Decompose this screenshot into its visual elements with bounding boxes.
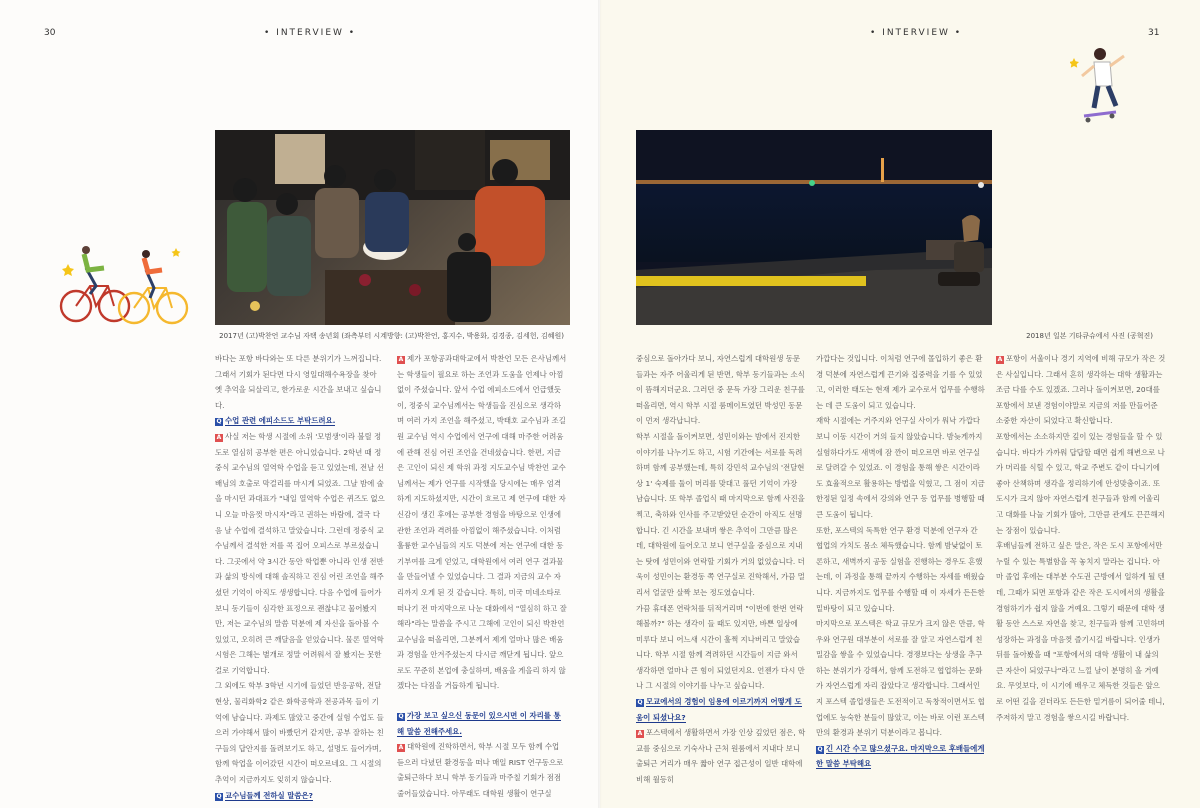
answer-text: 포스텍에서 생활하면서 가장 인상 깊었던 점은, 학교를 중심으로 기숙사나 근처 원룸에서 지내다 보니 출퇴근 거리가 매우 짧아 연구 접근성이 일반 대학에 비해 월등히 <box>636 728 806 785</box>
answer-badge: A <box>637 730 643 738</box>
answer-paragraph <box>996 351 1166 429</box>
question-badge: Q <box>637 699 643 707</box>
page-number: 30 <box>44 28 56 38</box>
body-paragraph: 그 외에도 학부 3학년 시기에 들었던 반응공학, 전달현상, 물리화학2 같은 화학공학과 전공과목 들이 기억에 남습니다. 과제도 많았고 중간에 실험 수업도 들으러 가야해서 많이 바빴던거 같지만, 공부 잘하는 친구들의 답안지를 돌려보기도 하고, 설명도 들어가며, 함께 학업을 이어갔던 시간이 떠오르네요. 그 시절의 추억이 지금까지도 잊히지 않습니다. <box>215 681 384 785</box>
question-badge: Q <box>398 713 404 721</box>
body-paragraph: 포항에서는 소소하지만 깊이 있는 경험들을 할 수 있습니다. 바다가 가까워 답답할 때면 쉽게 해변으로 나가 머리를 식힐 수 있고, 학교 주변도 같이 다니기에 좋아 산책하며 생각을 정리하기에 안성맞춤이죠. 또 도시가 크지 않아 자연스럽게 친구들과 함께 어울리고 대화를 나눌 기회가 많아, 그만큼 관계도 끈끈해지는 장점이 있습니다. <box>996 431 1165 535</box>
photo-caption: 2018년 일본 기타큐슈에서 사진 (공혁진) <box>1026 332 1153 340</box>
question-heading <box>215 788 385 804</box>
question-heading <box>816 741 986 772</box>
text-column-3 <box>996 351 1166 725</box>
party-photo <box>215 130 570 325</box>
question-text: 수업 관련 에피소드도 부탁드려요. <box>225 416 336 426</box>
body-paragraph: 가끔 휴대폰 연락처를 뒤적거리며 "이번에 한번 연락해볼까?" 하는 생각이 들 때도 있지만, 바쁜 일상에 미루다 보니 어느새 시간이 훌쩍 지나버리고 말았습니다. 학부 시절 함께 격려하던 시간들이 지금 와서 생각하면 얼마나 큰 힘이 되었던지요. 언젠가 다시 만나 그 시절의 이야기를 나누고 싶습니다. <box>636 603 805 691</box>
section-header: • INTERVIEW • <box>870 28 963 38</box>
answer-badge: A <box>216 433 222 441</box>
answer-paragraph <box>215 429 385 679</box>
question-heading <box>636 694 806 725</box>
body-paragraph: 마지막으로 포스텍은 학교 규모가 크지 않은 만큼, 학우와 연구원 대부분이 서로를 잘 알고 자연스럽게 친밀감을 쌓을 수 있었습니다. 경쟁보다는 상생을 추구하는 분위기가 강해서, 함께 도전하고 협업하는 문화가 자연스럽게 자리 잡았다고 생각합니다. 그래서인지 포스텍 졸업생들은 도전적이고 독창적이면서도 협업에도 능숙한 분들이 많았고, 이는 바로 이런 포스텍만의 환경과 분위기 덕분이라고 봅니다. <box>816 619 985 738</box>
answer-badge: A <box>398 356 404 363</box>
right-page <box>600 0 1200 808</box>
text-column-1 <box>215 351 385 803</box>
answer-text: 대학원에 진학하면서, 학부 시절 모두 함께 수업 듣으러 다녔던 환경동을 떠나 매일 RIST 연구동으로 출퇴근하다 보니 학부 동기들과 마주칠 기회가 점점 줄어들었습니다. 아무래도 대학원 생활이 연구실 <box>397 742 564 799</box>
question-text: 긴 시간 수고 많으셨구요. 마지막으로 후배들에게 한 말씀 부탁해요 <box>816 743 985 769</box>
body-paragraph: 재학 시절에는 거주지와 연구실 사이가 워낙 가깝다 보니 이동 시간이 거의 들지 않았습니다. 밤늦게까지 실험하다가도 새벽에 잠 깐이 떠오르면 바로 연구실로 달려갈 수 있었죠. 이 경험을 통해 쌓은 시간이라도 효율적으로 활용하는 방법을 익혔고, 그 점이 지금 한정된 일정 속에서 강의와 연구 등 업무를 병행할 때 큰 도움이 됩니다. <box>816 416 985 519</box>
question-heading <box>397 708 567 739</box>
question-text: 교수님들께 전하실 말씀은? <box>225 790 313 800</box>
answer-text: 사실 저는 학생 시절에 소위 '모범생'이라 불릴 정도로 열심히 공부한 편은 아니었습니다. 2학년 때 정중식 교수님의 열역학 수업을 듣고 있었는데, 전날 선배님의 호출로 막걸리를 마시게 되었죠. 그날 밤에 술을 마시던 과대표가 "내일 열역학 수업은 퀴즈도 없으니 오늘 마음껏 마시자"라고 권하는 바람에, 결국 다음 날 수업에 결석하고 말았습니다. 그런데 정중식 교수님께서 결석한 저를 콕 집어 오피스로 부르셨습니다. 그곳에서 약 3시간 동안 학업뿐 아니라 인생 전반과 삶의 방식에 대해 솔직하고 진심 어린 조언을 해주셨던 기억이 아직도 생생합니다. 다음 수업에 들어가 보니 동기들이 심각한 표정으로 괜찮냐고 물어봤지만, 저는 교수님의 말씀 덕분에 제 자신을 돌아볼 수 있었고, 오히려 큰 깨달음을 얻었습니다. 물론 열역학 시험은 그해는 별개로 정말 어려워서 잘 봤지는 못한 걸로 기억합니다. <box>215 431 385 675</box>
harbor-night-photo <box>636 130 992 325</box>
question-text: 모교에서의 경험이 임용에 이르기까지 어떻게 도움이 되셨나요? <box>636 697 802 722</box>
body-paragraph: 후배님들께 전하고 싶은 말은, 작은 도시 포항에서만 누릴 수 있는 특별함을 꼭 놓치지 말라는 겁니다. 아마 졸업 후에는 대부분 수도권 근방에서 일하게 될 텐데, 그때가 되면 포항과 같은 작은 도시에서의 생활을 경험하기가 쉽지 않을 거예요. 그렇기 때문에 대학 생활 동안 스스로 자연을 찾고, 친구들과 함께 고민하며 성장하는 과정을 마음껏 즐기시길 바랍니다. 인생가 뒤를 돌아봤을 때 "포항에서의 대학 생활이 내 삶의 큰 자산이 되었구나"라고 느낄 날이 분명히 올 거예요. 무엇보다, 이 시기에 배우고 체득한 것들은 앞으로 어떤 길을 걷더라도 든든한 밑거름이 되어줄 테니, 주저하지 말고 경험을 쌓으시길 바랍니다. <box>996 541 1165 722</box>
answer-paragraph <box>397 351 567 694</box>
question-text: 가장 보고 싶으신 동문이 있으시면 이 자리를 통해 말씀 전해주세요. <box>397 711 561 736</box>
question-badge: Q <box>216 792 222 800</box>
body-paragraph: 또한, 포스텍의 독특한 연구 환경 덕분에 연구자 간 협업의 가치도 몸소 체득했습니다. 함께 밤낮없이 토론하고, 새벽까지 공동 실험을 진행하는 경우도 흔했는데, 이 과정을 통해 끝까지 수행하는 자세를 배웠습니다. 지금까지도 업무를 수행할 때 이 자세가 든든한 밑바탕이 되고 있습니다. <box>816 525 985 613</box>
page-number: 31 <box>1148 28 1160 38</box>
page-spine <box>598 0 602 808</box>
question-badge: Q <box>216 418 222 426</box>
text-column-1 <box>636 351 806 788</box>
answer-badge: A <box>997 356 1003 363</box>
body-paragraph: 학부 시절을 돌이켜보면, 성민이와는 밤에서 진지한 이야기를 나누기도 하고, 시험 기간에는 서로를 독려하며 함께 공부했는데, 특히 강민석 교수님의 '전달현상 1' 숙제를 둘이 머리를 맞대고 풀던 기억이 가장 남습니다. 또 학부 졸업식 때 마지막으로 함께 사진을 찍고, 축하와 인사를 주고받았던 순간이 아직도 선명합니다. 긴 시간을 보내며 쌓은 추억이 그만큼 많은데, 대학원에 들어오고 보니 연구실을 중심으로 지내는 탓에 성민이와 연락할 기회가 거의 없었습니다. 더욱이 성민이는 환경동 쪽 연구실로 진학해서, 가끔 멀리서 얼굴만 살짝 보는 정도였습니다. <box>636 431 805 597</box>
answer-paragraph <box>636 725 806 787</box>
answer-badge: A <box>398 744 404 752</box>
question-badge: Q <box>817 745 823 753</box>
question-heading <box>215 413 385 429</box>
answer-paragraph <box>397 739 567 801</box>
answer-text: 제가 포항공과대학교에서 박찬언 모든 은사님께서는 학생들이 필요로 하는 조언과 도움을 언제나 아낌없이 주셨습니다. 앞서 수업 에피소드에서 언급했듯이, 정중식 교수님께서는 학생들을 진심으로 생각하며 여러 가지 조언을 해주셨고, 박태호 교수님과 조길원 교수님 역시 수업에서 연구에 대해 마주한 어려움에 관해 진심 어린 조언을 건네셨습니다. 한편, 지금은 고인이 되신 제 학위 과정 지도교수님 박찬언 교수님께서는 제가 연구를 시작했을 당시에는 매우 엄격하게 지도하셨지만, 시간이 흐르고 제 연구에 대한 자신감이 생긴 후에는 공부한 경험을 바탕으로 인생에 관한 조언과 격려를 아낌없이 해주셨습니다. 이처럼 훌륭한 교수님들의 지도 덕분에 저는 연구에 대한 동기부여를 크게 얻었고, 대학원에서 여러 연구 결과물을 만들어낼 수 있었습니다. 그 결과 지금의 교수 자리까지 오게 된 것 같습니다. 특히, 미국 미네소타로 떠나기 전 마지막으로 나눈 대화에서 "열심히 하고 잘해라"라는 말씀을 주시고 그해에 고인이 되신 박찬언 교수님을 떠올리면, 그분께서 제게 얼마나 많은 배움과 경험을 안겨주셨는지 다시금 깨닫게 됩니다. 앞으로도 꾸준히 본업에 충실하며, 배움을 게을리 하지 않겠다는 다짐을 거듭하게 됩니다. <box>397 354 567 691</box>
skateboarder-illustration <box>1070 42 1150 132</box>
body-paragraph: 가깝다는 것입니다. 이처럼 연구에 몰입하기 좋은 환경 덕분에 자연스럽게 끈기와 집중력을 기를 수 있었고, 이러한 태도는 현재 제가 교수로서 업무를 수행하는 데 큰 도움이 되고 있습니다. <box>816 354 985 410</box>
text-column-2 <box>397 351 567 802</box>
body-paragraph: 중심으로 돌아가다 보니, 자연스럽게 대학원생 동문들과는 자주 어울리게 된 반면, 학부 동기들과는 소식이 뜸해지더군요. 그러던 중 문득 가장 그리운 친구를 떠올리면, 역시 학부 시절 룸메이트였던 박성민 동문이 먼저 생각납니다. <box>636 354 805 426</box>
photo-caption: 2017년 (고)박찬언 교수님 자택 송년회 (좌측부터 시계방향: (고)박찬언, 홍지수, 박용화, 김경종, 김세헌, 김혜원) <box>219 332 564 340</box>
text-column-2 <box>816 351 986 772</box>
section-header: • INTERVIEW • <box>264 28 357 38</box>
answer-text: 포항이 서울이나 경기 지역에 비해 규모가 작은 것은 사실입니다. 그래서 흔히 생각하는 대학 생활과는 조금 다를 수도 있겠죠. 그러나 돌이켜보면, 20대를 포항에서 보낸 경험이야말로 지금의 저를 만들어준 소중한 자산이 되었다고 확신합니다. <box>996 354 1166 426</box>
body-paragraph: 바다는 포항 바다와는 또 다른 분위기가 느껴집니다. 그래서 기회가 된다면 다시 영일대해수욕장을 찾아 옛 추억을 되살리고, 한가로운 시간을 보내고 싶습니다. <box>215 354 382 410</box>
cyclists-illustration <box>56 238 196 330</box>
